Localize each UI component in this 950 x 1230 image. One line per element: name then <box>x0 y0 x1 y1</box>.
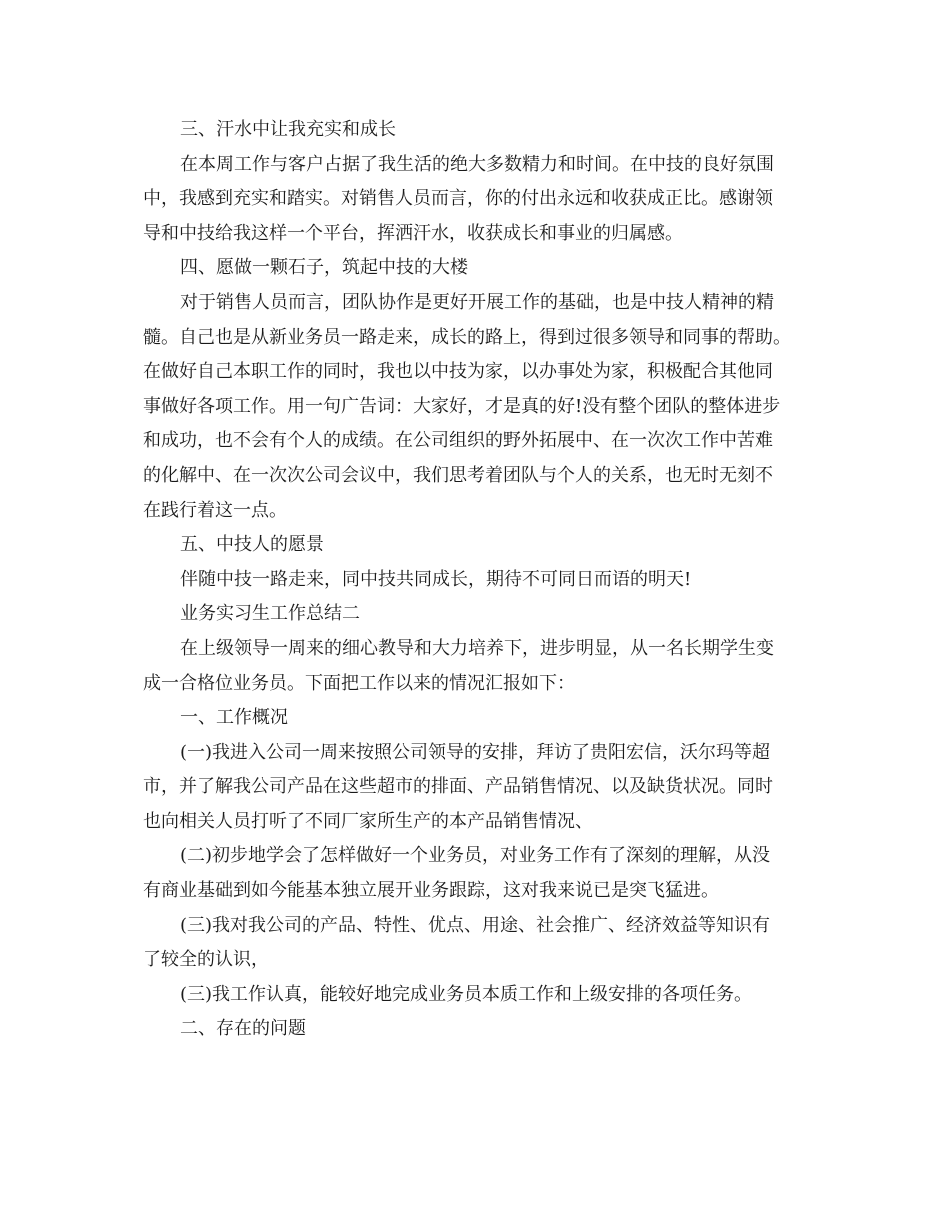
text-line: 有商业基础到如今能基本独立展开业务跟踪，这对我来说已是突飞猛进。 <box>143 880 719 902</box>
text-line: 对于销售人员而言，团队协作是更好开展工作的基础，也是中技人精神的精 <box>180 291 774 313</box>
text-line: (三)我工作认真，能较好地完成业务员本质工作和上级安排的各项任务。 <box>180 983 753 1005</box>
text-line: 市，并了解我公司产品在这些超市的排面、产品销售情况、以及缺货状况。同时 <box>143 776 773 798</box>
document-body <box>143 113 808 1047</box>
text-line: (二)初步地学会了怎样做好一个业务员，对业务工作有了深刻的理解，从没 <box>180 845 771 867</box>
text-line: 伴随中技一路走来，同中技共同成长，期待不可同日而语的明天! <box>180 568 692 590</box>
text-line: 中，我感到充实和踏实。对销售人员而言，你的付出永远和收获成正比。感谢领 <box>143 188 773 210</box>
text-line: 在践行着这一点。 <box>143 499 287 521</box>
text-line: 业务实习生工作总结二 <box>180 603 360 625</box>
text-line: 五、中技人的愿景 <box>180 534 324 556</box>
text-line: 二、存在的问题 <box>180 1018 306 1040</box>
text-line: 导和中技给我这样一个平台，挥洒汗水，收获成长和事业的归属感。 <box>143 222 683 244</box>
text-line: (一)我进入公司一周来按照公司领导的安排，拜访了贵阳宏信，沃尔玛等超 <box>180 741 771 763</box>
text-line: 在上级领导一周来的细心教导和大力培养下，进步明显，从一名长期学生变 <box>180 637 774 659</box>
text-line: 四、愿做一颗石子，筑起中技的大楼 <box>180 257 468 279</box>
text-line: 了较全的认识， <box>143 949 269 971</box>
text-line: 一、工作概况 <box>180 707 288 729</box>
text-line: 也向相关人员打听了不同厂家所生产的本产品销售情况、 <box>143 810 593 832</box>
text-line: 和成功，也不会有个人的成绩。在公司组织的野外拓展中、在一次次工作中苦难 <box>143 430 773 452</box>
text-line: 在本周工作与客户占据了我生活的绝大多数精力和时间。在中技的良好氛围 <box>180 153 774 175</box>
text-line: (三)我对我公司的产品、特性、优点、用途、社会推广、经济效益等知识有 <box>180 914 771 936</box>
text-line: 成一合格位业务员。下面把工作以来的情况汇报如下： <box>143 672 575 694</box>
text-line: 事做好各项工作。用一句广告词：大家好，才是真的好!没有整个团队的整体进步 <box>143 395 781 417</box>
text-line: 髓。自己也是从新业务员一路走来，成长的路上，得到过很多领导和同事的帮助。 <box>143 326 791 348</box>
text-line: 三、汗水中让我充实和成长 <box>180 119 396 140</box>
text-line: 在做好自己本职工作的同时，我也以中技为家，以办事处为家，积极配合其他同 <box>143 361 773 383</box>
text-line: 的化解中、在一次次公司会议中，我们思考着团队与个人的关系，也无时无刻不 <box>143 464 773 486</box>
